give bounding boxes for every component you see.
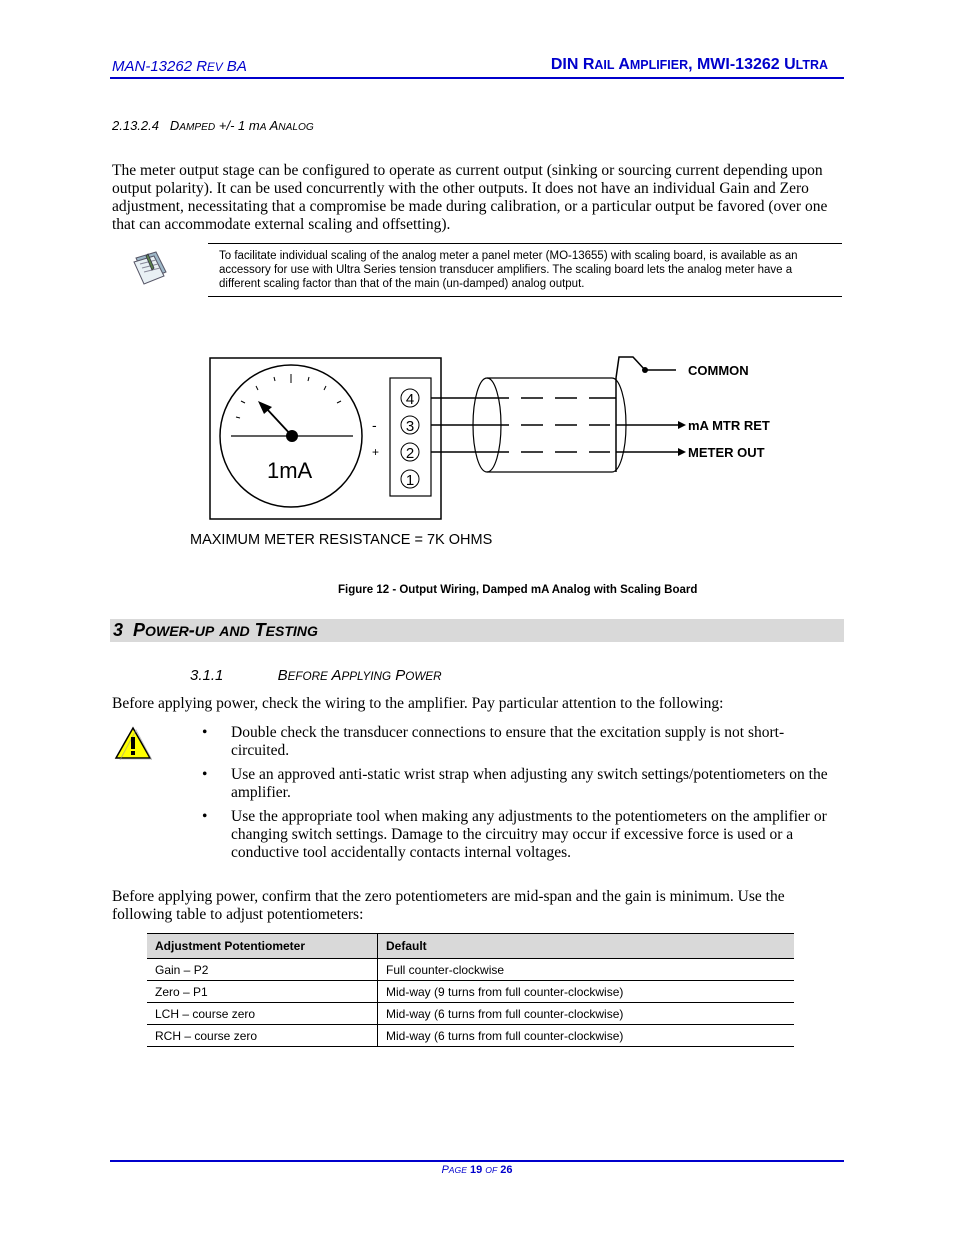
table-header-row [147, 934, 794, 959]
table-cell: Mid-way (6 turns from full counter-clockwise) [378, 1025, 795, 1047]
section-3-heading: 3 POWER-UP AND TESTING [113, 620, 318, 640]
plus-sign: + [372, 445, 380, 459]
table-cell: RCH – course zero [147, 1025, 378, 1047]
potentiometer-table [147, 933, 794, 1047]
header-rule [110, 77, 844, 79]
signal-meter-out-label: METER OUT [688, 445, 765, 460]
header-doc-id: MAN-13262 REV BA [112, 58, 247, 75]
table-cell: Full counter-clockwise [378, 959, 795, 981]
section-heading-2-13-2-4: 2.13.2.4 DAMPED +/- 1 mA ANALOG [112, 118, 314, 133]
meter-out-arrow [678, 448, 686, 456]
meter-output-paragraph: The meter output stage can be configured to operate as current output (sinking or sourcing current depending upon output polarity). It can be used concurrently with the other outputs. It does not have an individual Gain and Zero adjustment, necessitating that a compromise be made during calibration, or a particular output be favored (over one that can accommodate external scaling and offsetting). [112, 162, 828, 233]
note-box [208, 243, 842, 297]
section-3-heading-bar [110, 619, 844, 642]
precaution-list [198, 724, 838, 868]
table-cell: Gain – P2 [147, 959, 378, 981]
header-title: DIN RAIL AMPLIFIER, MWI-13262 ULTRA [550, 56, 828, 73]
figure-caption: Figure 12 - Output Wiring, Damped mA Analog with Scaling Board [338, 584, 698, 596]
list-item: • Use an approved anti-static wrist strap when adjusting any switch settings/potentiometers on the amplifier. [198, 766, 838, 802]
table-cell: Mid-way (9 turns from full counter-clockwise) [378, 981, 795, 1003]
terminal-4-label: 4 [405, 391, 415, 408]
signal-common-label: COMMON [688, 363, 749, 378]
table-row [147, 981, 794, 1003]
before-power-intro: Before applying power, check the wiring to the amplifier. Pay particular attention to the following: [112, 695, 724, 712]
max-resistance-note: MAXIMUM METER RESISTANCE = 7K OHMS [190, 532, 493, 548]
table-header-cell: Default [378, 934, 795, 959]
signal-mtr-ret-label: mA MTR RET [688, 418, 770, 433]
meter-ticks [236, 374, 341, 418]
table-header-cell: Adjustment Potentiometer [147, 934, 378, 959]
mtr-ret-arrow [678, 421, 686, 429]
table-cell: Zero – P1 [147, 981, 378, 1003]
note-text: To facilitate individual scaling of the analog meter a panel meter (MO-13655) with scaling board, is available as an accessory for use with Ultra Series tension transducer amplifiers. The scaling board lets the analog meter have a different scaling factor than that of the main (un-damped) analog output. [219, 250, 798, 290]
table-row [147, 1003, 794, 1025]
common-junction [642, 367, 648, 373]
meter-label: 1mA [267, 458, 313, 483]
warning-icon [114, 726, 152, 760]
output-wiring-diagram [0, 340, 954, 560]
terminal-1-label: 1 [405, 472, 415, 489]
table-row [147, 1025, 794, 1047]
terminal-3-label: 3 [405, 418, 415, 435]
minus-sign: - [372, 417, 377, 433]
page-number: PAGE 19 OF 26 [441, 1164, 513, 1176]
section-3-1-1-heading: 3.1.1 BEFORE APPLYING POWER [190, 667, 442, 684]
table-cell: Mid-way (6 turns from full counter-clockwise) [378, 1003, 795, 1025]
list-item: • Double check the transducer connections to ensure that the excitation supply is not short-circuited. [198, 724, 838, 760]
note-pad-icon [130, 250, 170, 288]
cable-wires [431, 357, 678, 472]
table-cell: LCH – course zero [147, 1003, 378, 1025]
before-power-outro: Before applying power, confirm that the zero potentiometers are mid-span and the gain is minimum. Use the following table to adjust potentiometers: [112, 888, 785, 923]
meter-pivot [286, 430, 298, 442]
table-row [147, 959, 794, 981]
footer-rule [110, 1160, 844, 1162]
list-item: • Use the appropriate tool when making any adjustments to the potentiometers on the amplifier or changing switch settings. Damage to the circuitry may occur if excessive force is used or a conductive tool accidentally contacts internal voltages. [198, 808, 838, 862]
terminal-2-label: 2 [405, 445, 415, 462]
